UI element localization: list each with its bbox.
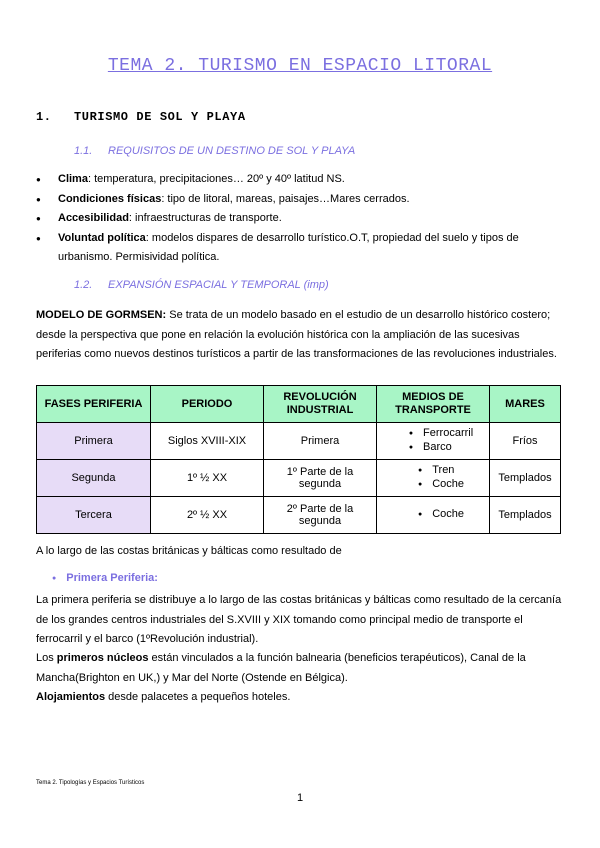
list-item <box>36 190 576 210</box>
nucleos-prefix: Los <box>36 652 57 664</box>
subsection-heading-1-1 <box>74 145 355 157</box>
revolucion-cell: Primera <box>264 423 377 460</box>
bullet-term: Voluntad política <box>58 231 146 244</box>
revolucion-cell: 1º Parte de la segunda <box>264 460 377 497</box>
medios-cell <box>377 423 490 460</box>
subsection-title: REQUISITOS DE UN DESTINO DE SOL Y PLAYA <box>108 145 356 157</box>
transport-item: ● Ferrocarril <box>409 427 473 441</box>
column-header: MARES <box>490 386 561 423</box>
nucleos-paragraph <box>36 649 566 688</box>
fase-cell: Tercera <box>37 497 151 534</box>
gormsen-term: MODELO DE GORMSEN: <box>36 309 167 321</box>
section-heading-1 <box>36 110 246 124</box>
bullet-text: : tipo de litoral, mareas, paisajes…Mares cerrados. <box>161 192 410 205</box>
after-table-text: A lo largo de las costas británicas y bálticas como resultado de <box>36 545 342 557</box>
list-item <box>36 229 576 268</box>
table-header-row <box>37 386 561 423</box>
alojamientos-term: Alojamientos <box>36 691 106 703</box>
gormsen-text: Se trata de un modelo basado en el estudio de un desarrollo histórico costero; desde la perspectiva que pone en relación la evolución histórica con la ampliación de las sucesivas periferias como nuevos destinos turísticos a partir de las transformaciones de las revoluciones industriales. <box>36 309 557 360</box>
nucleos-term: primeros núcleos <box>56 652 149 664</box>
document-title: TEMA 2. TURISMO EN ESPACIO LITORAL <box>107 56 493 76</box>
column-header: PERIODO <box>151 386 264 423</box>
periphery-table <box>36 385 561 534</box>
periodo-cell: 1º ½ XX <box>151 460 264 497</box>
bullet-text: : modelos dispares de desarrollo turístico.O.T, propiedad del suelo y tipos de urbanismo. Permisividad política. <box>58 231 519 263</box>
column-header: REVOLUCIÓN INDUSTRIAL <box>264 386 377 423</box>
nucleos-text: están vinculados a la función balnearia (beneficios terapéuticos), Canal de la Mancha(Brighton en UK,) y Mar del Norte (Ostende en Bélgica). <box>36 652 526 684</box>
section-title: TURISMO DE SOL Y PLAYA <box>74 110 246 124</box>
medios-cell <box>377 497 490 534</box>
list-item <box>36 209 576 229</box>
page-footer: Tema 2. Tipologías y Espacios Turísticos <box>36 780 145 786</box>
revolucion-cell: 2º Parte de la segunda <box>264 497 377 534</box>
requirements-list <box>36 170 576 268</box>
subsection-number: 1.1. <box>74 145 93 157</box>
mares-cell: Templados <box>490 460 561 497</box>
fase-cell: Primera <box>37 423 151 460</box>
list-item <box>36 170 576 190</box>
periodo-cell: Siglos XVIII-XIX <box>151 423 264 460</box>
alojamientos-paragraph <box>36 688 566 708</box>
table-row <box>37 423 561 460</box>
transport-item: ● Barco <box>409 441 473 455</box>
gormsen-paragraph <box>36 306 566 365</box>
transport-item: ● Coche <box>418 508 464 522</box>
subsection-heading-1-2 <box>74 279 329 291</box>
subsection-number: 1.2. <box>74 279 93 291</box>
column-header: FASES PERIFERIA <box>37 386 151 423</box>
mares-cell: Fríos <box>490 423 561 460</box>
periodo-cell: 2º ½ XX <box>151 497 264 534</box>
subsection-title: EXPANSIÓN ESPACIAL Y TEMPORAL (imp) <box>108 279 329 291</box>
medios-cell <box>377 460 490 497</box>
primera-periferia-paragraph: La primera periferia se distribuye a lo largo de las costas británicas y bálticas como resultado de la cercanía de los grandes centros industriales del S.XVIII y XIX tomando como principal medio de transporte el ferrocarril y el barco (1ºRevolución industrial). <box>36 594 562 645</box>
primera-periferia-heading: ● Primera Periferia: <box>52 572 158 584</box>
transport-item: ● Coche <box>418 478 464 492</box>
page-number: 1 <box>296 792 304 804</box>
mares-cell: Templados <box>490 497 561 534</box>
table-row <box>37 460 561 497</box>
bullet-term: Accesibilidad <box>58 212 129 224</box>
bullet-term: Clima <box>58 173 88 185</box>
section-number: 1. <box>36 110 52 124</box>
column-header: MEDIOS DE TRANSPORTE <box>377 386 490 423</box>
transport-item: ● Tren <box>418 464 464 478</box>
table-row <box>37 497 561 534</box>
bullet-text: : infraestructuras de transporte. <box>128 212 282 224</box>
bullet-text: : temperatura, precipitaciones… 20º y 40º latitud NS. <box>87 173 345 185</box>
bullet-term: Condiciones físicas <box>58 192 162 205</box>
fase-cell: Segunda <box>37 460 151 497</box>
alojamientos-text: desde palacetes a pequeños hoteles. <box>105 691 291 703</box>
